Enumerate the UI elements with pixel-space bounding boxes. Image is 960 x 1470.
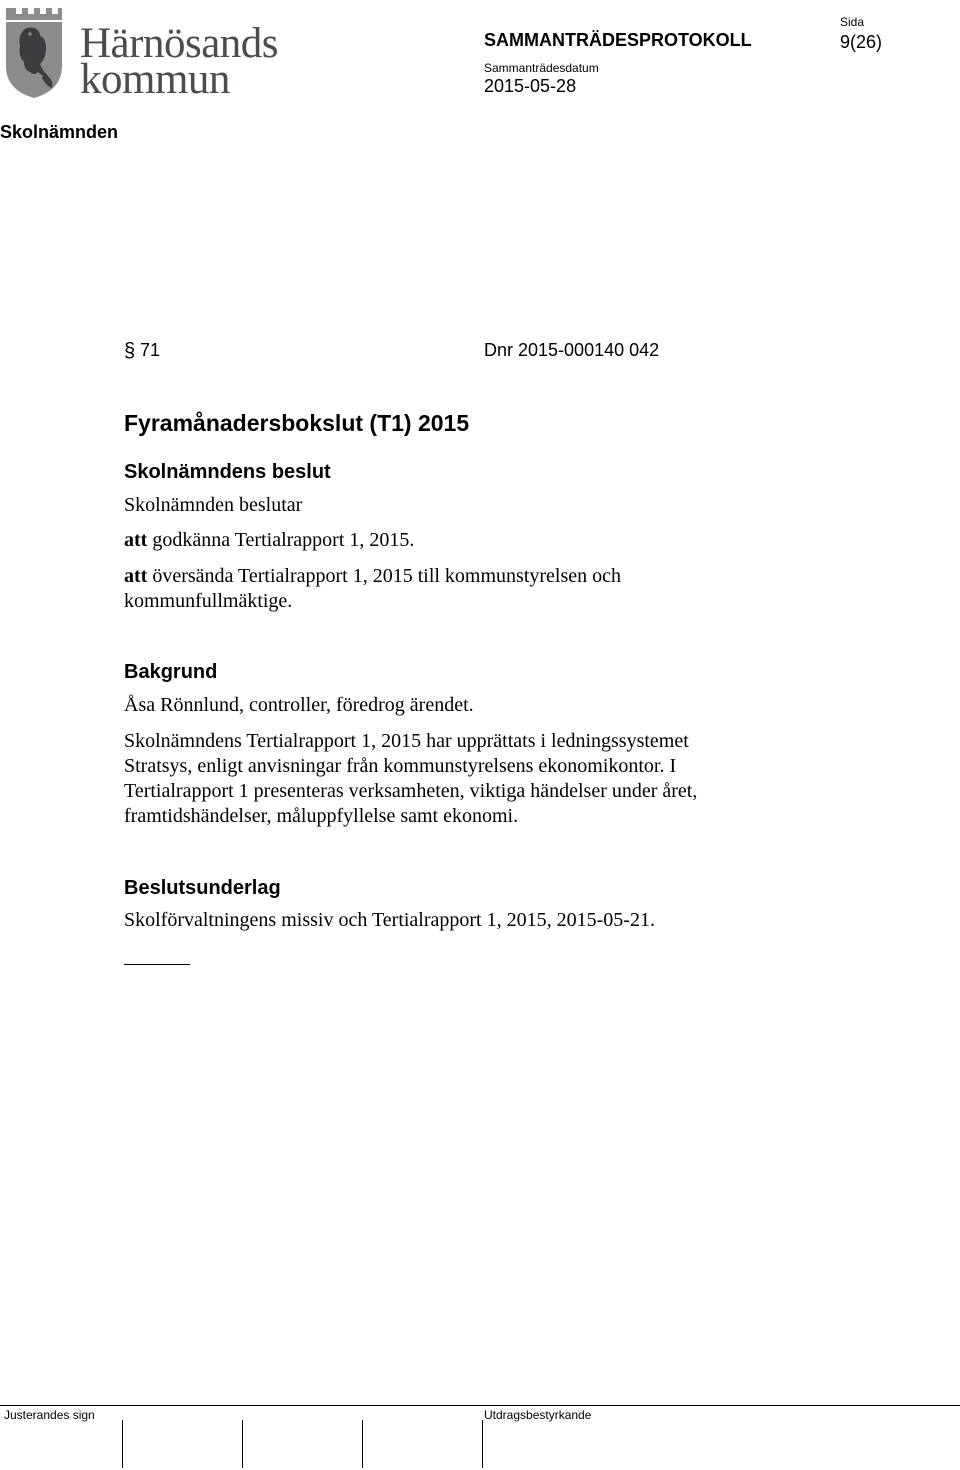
basis-heading: Beslutsunderlag: [124, 877, 281, 899]
brand-name-line-1: Härnösands: [80, 20, 279, 67]
basis-text: Skolförvaltningens missiv och Tertialrapport 1, 2015, 2015-05-21.: [124, 909, 655, 931]
section-sign: §: [124, 340, 136, 362]
item-title: Fyramånadersbokslut (T1) 2015: [124, 410, 470, 436]
signature-box-divider: [242, 1420, 243, 1468]
decision-keyword: att: [124, 529, 148, 551]
paragraph-line: Skolnämndens Tertialrapport 1, 2015 har upprättats i ledningssystemet: [124, 730, 689, 752]
signature-box-divider: [122, 1420, 123, 1468]
footer-divider: [0, 1405, 960, 1406]
decision-heading: Skolnämndens beslut: [124, 461, 331, 483]
decision-text: godkänna Tertialrapport 1, 2015.: [147, 529, 415, 551]
document-type: SAMMANTRÄDESPROTOKOLL: [484, 30, 752, 50]
decision-point: [124, 564, 621, 614]
item-number: 71: [140, 340, 161, 360]
end-rule: [124, 964, 190, 965]
paragraph-line: framtidshändelser, måluppfyllelse samt ekonomi.: [124, 805, 519, 827]
decision-point: [124, 528, 414, 553]
meeting-date: 2015-05-28: [484, 76, 577, 96]
background-heading: Bakgrund: [124, 661, 218, 683]
paragraph-line: Stratsys, enligt anvisningar från kommunstyrelsens ekonomikontor. I: [124, 755, 677, 777]
brand-name-line-2: kommun: [80, 56, 230, 103]
decision-intro: Skolnämnden beslutar: [124, 494, 303, 516]
diary-number: Dnr 2015-000140 042: [484, 340, 660, 360]
municipality-coat-of-arms-icon: [4, 4, 64, 100]
background-paragraph: [124, 729, 697, 829]
committee-name: Skolnämnden: [0, 122, 119, 142]
signature-box-divider: [362, 1420, 363, 1468]
signature-box-divider: [482, 1420, 483, 1468]
decision-text: översända Tertialrapport 1, 2015 till kommunstyrelsen och: [147, 565, 622, 587]
background-paragraph: Åsa Rönnlund, controller, föredrog ärendet.: [124, 694, 474, 716]
decision-keyword: att: [124, 565, 148, 587]
page-number: 9(26): [840, 32, 883, 52]
page-label: Sida: [840, 15, 865, 29]
meeting-date-label: Sammanträdesdatum: [484, 61, 599, 75]
decision-text-continued: kommunfullmäktige.: [124, 590, 293, 612]
signature-label: Justerandes sign: [4, 1408, 95, 1422]
certification-label: Utdragsbestyrkande: [484, 1408, 592, 1422]
paragraph-line: Tertialrapport 1 presenteras verksamheten, viktiga händelser under året,: [124, 780, 698, 802]
